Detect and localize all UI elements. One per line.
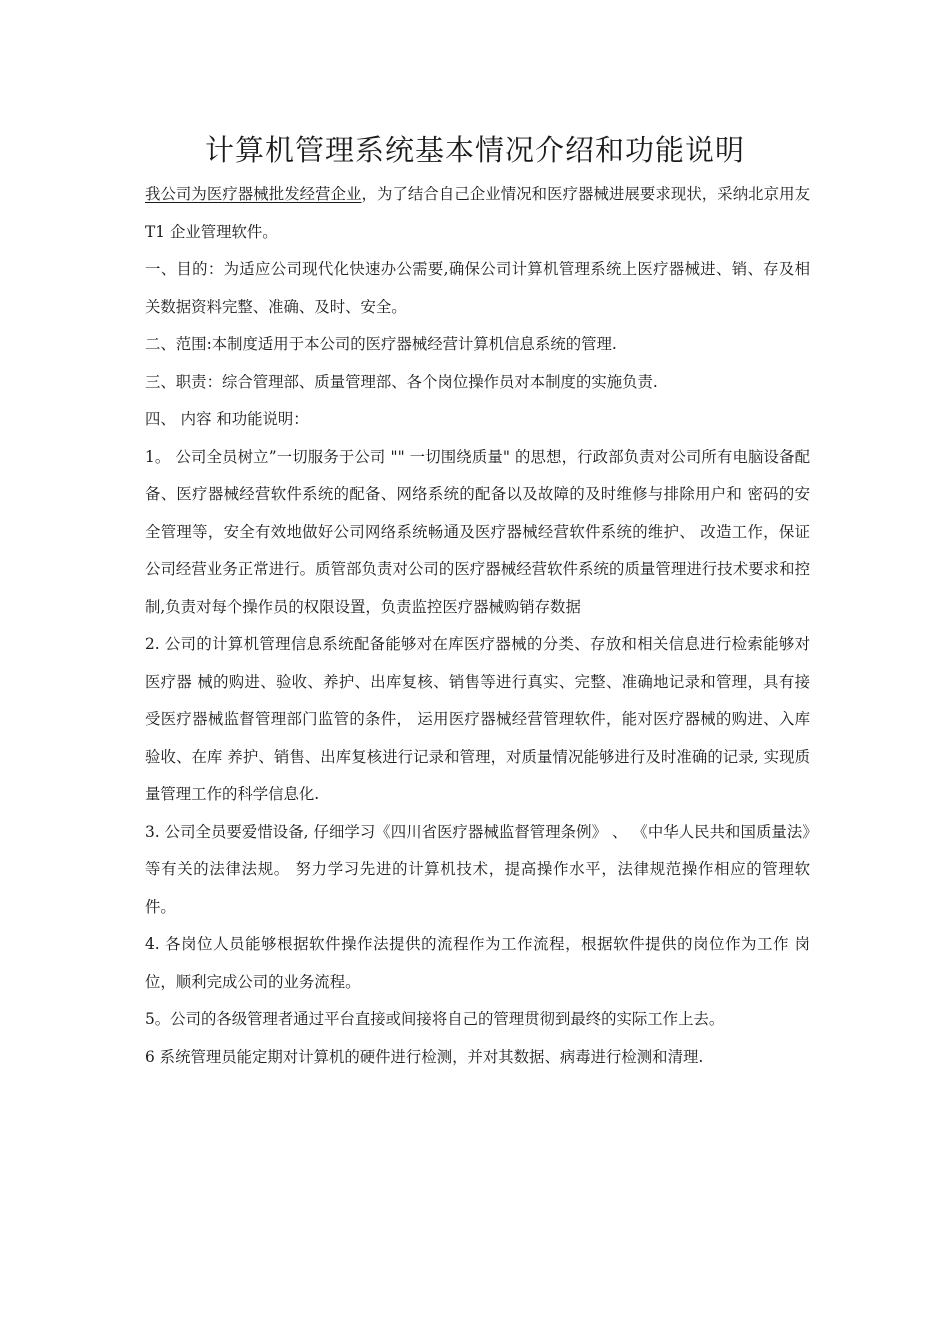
paragraph-item-6: 6 系统管理员能定期对计算机的硬件进行检测，并对其数据、病毒进行检测和清理.	[145, 1047, 704, 1066]
document-body	[145, 176, 810, 1076]
paragraph-item-2: 2. 公司的计算机管理信息系统配备能够对在库医疗器械的分类、存放和相关信息进行检索能够对医疗器 械的购进、验收、养护、出库复核、销售等进行真实、完整、准确地记录和管理，具有接 受医疗器械监督管理部门监管的条件， 运用医疗器械经营管理软件，能对医疗器械的购进、入库验收、在库 养护、销售、出库复核进行记录和管理，对质量情况能够进行及时准确的记录, 实现质量管理工作的科学信息化.	[145, 635, 810, 803]
paragraph-item-5: 5。公司的各级管理者通过平台直接或间接将自己的管理贯彻到最终的实际工作上去。	[145, 1010, 725, 1028]
document-title: 计算机管理系统基本情况介绍和功能说明	[204, 133, 745, 167]
paragraph-item-4: 4. 各岗位人员能够根据软件操作法提供的流程作为工作流程，根据软件提供的岗位作为工作 岗位，顺利完成公司的业务流程。	[145, 935, 810, 991]
intro-paragraph	[145, 176, 810, 251]
intro-text: ，为了结合自己企业情况和医疗器械进展要求现状，采纳北京用友 T1 企业管理软件。	[145, 185, 810, 241]
paragraph-scope: 二、范围:本制度适用于本公司的医疗器械经营计算机信息系统的管理.	[145, 335, 617, 353]
paragraph-purpose: 一、目的：为适应公司现代化快速办公需要,确保公司计算机管理系统上医疗器械进、销、存及相关数据资料完整、准确、及时、安全。	[145, 260, 810, 316]
paragraph-content-heading: 四、 内容 和功能说明：	[145, 410, 309, 428]
paragraph-responsibility: 三、职责：综合管理部、质量管理部、各个岗位操作员对本制度的实施负责.	[145, 372, 658, 391]
paragraph-item-1: 1。 公司全员树立”一切服务于公司 "" 一切围绕质量" 的思想，行政部负责对公司所有电脑设备配备、医疗器械经营软件系统的配备、网络系统的配备以及故障的及时维修与排除用户和 密码的安全管理等，安全有效地做好公司网络系统畅通及医疗器械经营软件系统的维护、 改造工作，保证公司经营业务正常进行。质管部负责对公司的医疗器械经营软件系统的质量管理进行技术要求和控制,负责对每个操作员的权限设置，负责监控医疗器械购销存数据	[145, 447, 810, 616]
paragraph-item-3: 3. 公司全员要爱惜设备, 仔细学习《四川省医疗器械监督管理条例》 、 《中华人民共和国质量法》等有关的法律法规。 努力学习先进的计算机技术，提高操作水平，法律规范操作相应的管理软件。	[145, 822, 810, 916]
intro-underlined-text: 我公司为医疗器械批发经营企业	[145, 185, 362, 203]
